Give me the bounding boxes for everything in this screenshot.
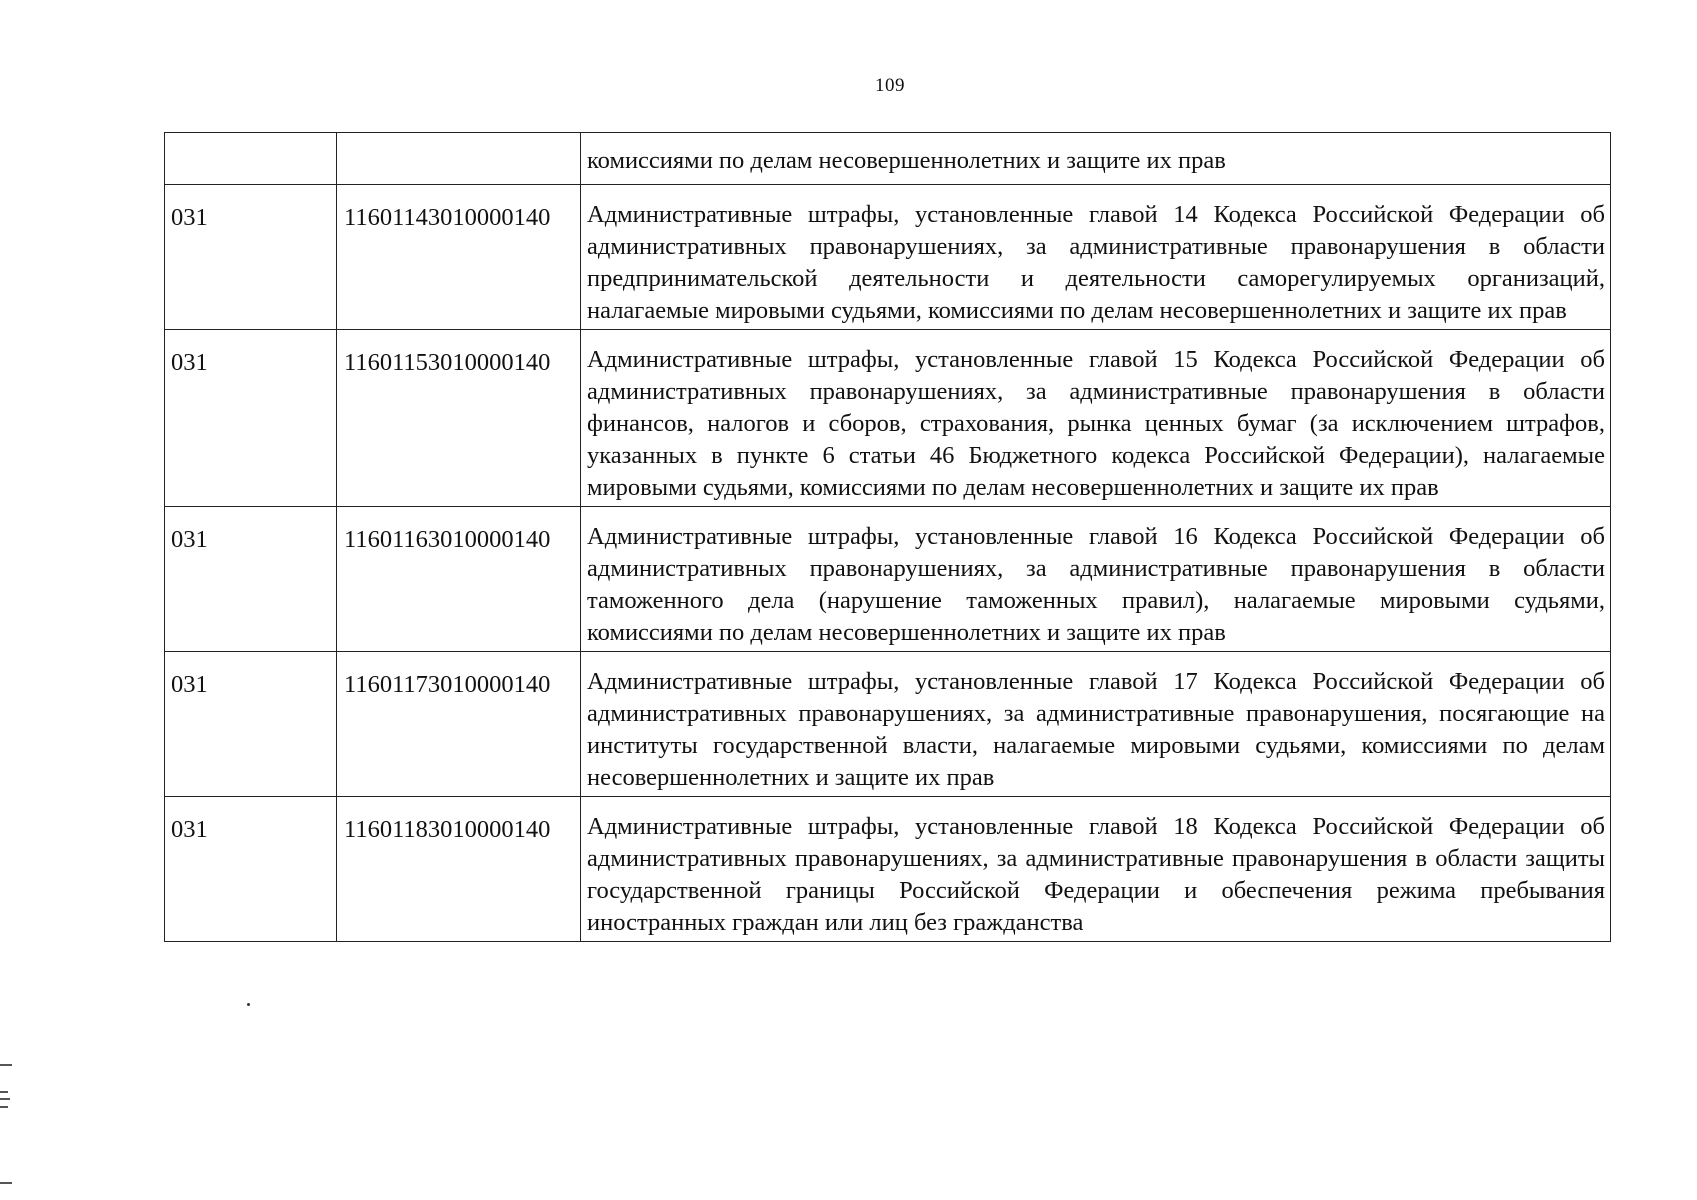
admin-code-cell: 031 xyxy=(165,652,337,797)
table-row xyxy=(165,507,1611,652)
scan-margin-mark xyxy=(0,1091,8,1093)
kbk-code-cell xyxy=(337,133,581,185)
admin-code-cell: 031 xyxy=(165,507,337,652)
admin-code-cell: 031 xyxy=(165,797,337,942)
scan-margin-mark xyxy=(0,1106,8,1108)
scan-margin-mark xyxy=(0,1064,12,1066)
description-cell: Административные штрафы, установленные главой 18 Кодекса Российской Федерации об административных правонарушениях, за административные правонарушения в области защиты государственной границы Российской Федерации и обеспечения режима пребывания иностранных граждан или лиц без гражданства xyxy=(581,797,1611,942)
kbk-code-cell: 11601183010000140 xyxy=(337,797,581,942)
kbk-code-cell: 11601153010000140 xyxy=(337,330,581,507)
description-cell: Административные штрафы, установленные главой 16 Кодекса Российской Федерации об административных правонарушениях, за административные правонарушения в области таможенного дела (нарушение таможенных правил), налагаемые мировыми судьями, комиссиями по делам несовершеннолетних и защите их прав xyxy=(581,507,1611,652)
table-row xyxy=(165,185,1611,330)
scan-speck xyxy=(247,1003,250,1006)
admin-code-cell: 031 xyxy=(165,185,337,330)
admin-code-cell xyxy=(165,133,337,185)
scan-margin-mark xyxy=(0,1182,12,1184)
description-cell: Административные штрафы, установленные главой 17 Кодекса Российской Федерации об административных правонарушениях, за административные правонарушения, посягающие на институты государственной власти, налагаемые мировыми судьями, комиссиями по делам несовершеннолетних и защите их прав xyxy=(581,652,1611,797)
table-row xyxy=(165,133,1611,185)
scan-margin-mark xyxy=(0,1098,10,1100)
table-row xyxy=(165,652,1611,797)
budget-codes-table xyxy=(164,132,1611,942)
description-cell: комиссиями по делам несовершеннолетних и защите их прав xyxy=(581,133,1611,185)
table-row xyxy=(165,330,1611,507)
description-cell: Административные штрафы, установленные главой 14 Кодекса Российской Федерации об административных правонарушениях, за административные правонарушения в области предпринимательской деятельности и деятельности саморегулируемых организаций, налагаемые мировыми судьями, комиссиями по делам несовершеннолетних и защите их прав xyxy=(581,185,1611,330)
page-number: 109 xyxy=(875,75,905,96)
kbk-code-cell: 11601143010000140 xyxy=(337,185,581,330)
kbk-code-cell: 11601173010000140 xyxy=(337,652,581,797)
description-cell: Административные штрафы, установленные главой 15 Кодекса Российской Федерации об административных правонарушениях, за административные правонарушения в области финансов, налогов и сборов, страхования, рынка ценных бумаг (за исключением штрафов, указанных в пункте 6 статьи 46 Бюджетного кодекса Российской Федерации), налагаемые мировыми судьями, комиссиями по делам несовершеннолетних и защите их прав xyxy=(581,330,1611,507)
admin-code-cell: 031 xyxy=(165,330,337,507)
kbk-code-cell: 11601163010000140 xyxy=(337,507,581,652)
table-row xyxy=(165,797,1611,942)
